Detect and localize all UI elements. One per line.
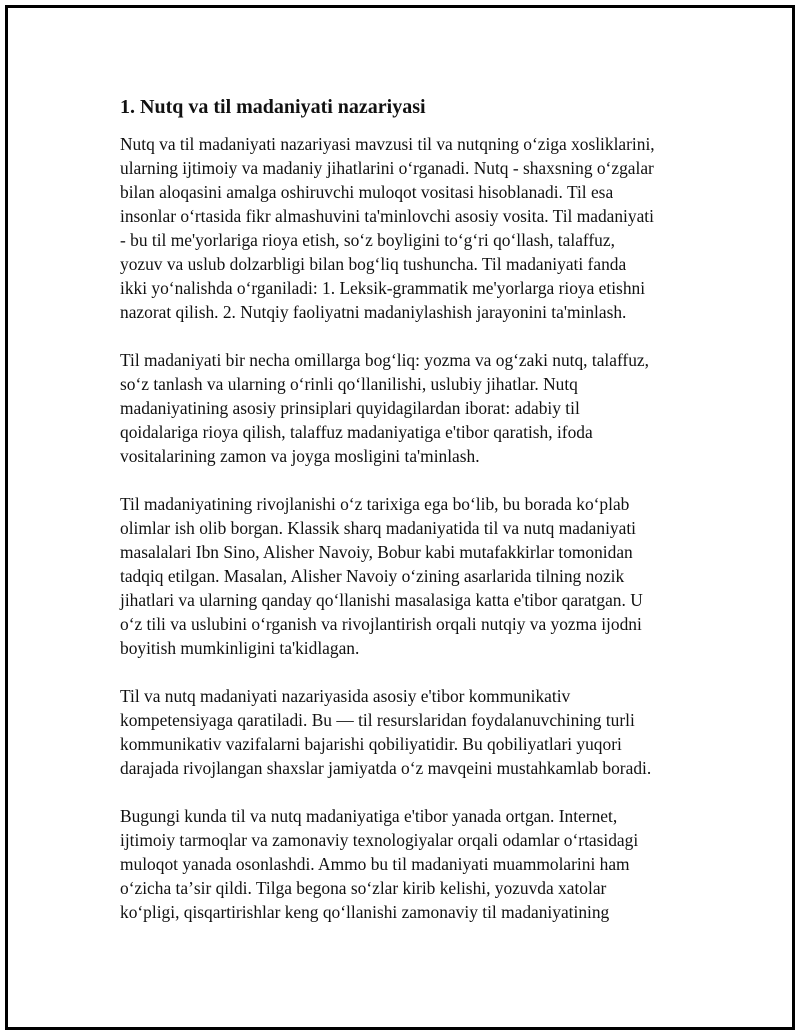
text-line: darajada rivojlangan shaxslar jamiyatda oʻz mavqeini mustahkamlab boradi. [120, 758, 652, 778]
section-heading: 1. Nutq va til madaniyati nazariyasi [120, 96, 426, 118]
text-line: ularning ijtimoiy va madaniy jihatlarini oʻrganadi. Nutq - shaxsning oʻzgalar [120, 158, 654, 178]
text-line: madaniyatining asosiy prinsiplari quyidagilardan iborat: adabiy til [120, 398, 580, 418]
text-line: boyitish mumkinligini ta'kidlagan. [120, 638, 360, 658]
paragraph-2 [120, 348, 690, 468]
text-line: Til madaniyatining rivojlanishi oʻz tarixiga ega boʻlib, bu borada koʻplab [120, 494, 630, 514]
text-line: insonlar oʻrtasida fikr almashuvini ta'minlovchi asosiy vosita. Til madaniyati [120, 206, 654, 226]
text-line: kommunikativ vazifalarni bajarishi qobiliyatidir. Bu qobiliyatlari yuqori [120, 734, 622, 754]
document-page [5, 5, 795, 1030]
text-line: vositalarining zamon va joyga mosligini ta'minlash. [120, 446, 480, 466]
text-line: oʻzicha taʼsir qildi. Tilga begona soʻzlar kirib kelishi, yozuvda xatolar [120, 878, 607, 898]
text-line: ijtimoiy tarmoqlar va zamonaviy texnologiyalar orqali odamlar oʻrtasidagi [120, 830, 639, 850]
text-line: bilan aloqasini amalga oshiruvchi muloqot vositasi hisoblanadi. Til esa [120, 182, 614, 202]
text-line: ikki yoʻnalishda oʻrganiladi: 1. Leksik-grammatik me'yorlarga rioya etishni [120, 278, 646, 298]
text-line: muloqot yanada osonlashdi. Ammo bu til madaniyati muammolarini ham [120, 854, 630, 874]
text-line: tadqiq etilgan. Masalan, Alisher Navoiy oʻzining asarlarida tilning nozik [120, 566, 625, 586]
text-line: jihatlari va ularning qanday qoʻllanishi masalasiga katta e'tibor qaratgan. U [120, 590, 643, 610]
paragraph-1 [120, 132, 690, 324]
text-line: nazorat qilish. 2. Nutqiy faoliyatni madaniylashish jarayonini ta'minlash. [120, 302, 627, 322]
text-line: - bu til me'yorlariga rioya etish, soʻz boyligini toʻgʻri qoʻllash, talaffuz, [120, 230, 615, 250]
paragraph-3 [120, 492, 690, 660]
text-line: olimlar ish olib borgan. Klassik sharq madaniyatida til va nutq madaniyati [120, 518, 636, 538]
document-body [120, 95, 690, 948]
text-line: qoidalariga rioya qilish, talaffuz madaniyatiga e'tibor qaratish, ifoda [120, 422, 593, 442]
text-line: yozuv va uslub dolzarbligi bilan bogʻliq tushuncha. Til madaniyati fanda [120, 254, 627, 274]
text-line: Nutq va til madaniyati nazariyasi mavzusi til va nutqning oʻziga xosliklarini, [120, 134, 655, 154]
text-line: Til madaniyati bir necha omillarga bogʻliq: yozma va ogʻzaki nutq, talaffuz, [120, 350, 649, 370]
text-line: koʻpligi, qisqartirishlar keng qoʻllanishi zamonaviy til madaniyatining [120, 902, 610, 922]
text-line: kompetensiyaga qaratiladi. Bu — til resurslaridan foydalanuvchining turli [120, 710, 635, 730]
paragraph-4 [120, 684, 690, 780]
text-line: masalalari Ibn Sino, Alisher Navoiy, Bobur kabi mutafakkirlar tomonidan [120, 542, 633, 562]
text-line: Til va nutq madaniyati nazariyasida asosiy e'tibor kommunikativ [120, 686, 571, 706]
text-line: Bugungi kunda til va nutq madaniyatiga e'tibor yanada ortgan. Internet, [120, 806, 618, 826]
paragraph-5 [120, 804, 690, 924]
text-line: soʻz tanlash va ularning oʻrinli qoʻllanilishi, uslubiy jihatlar. Nutq [120, 374, 578, 394]
text-line: oʻz tili va uslubini oʻrganish va rivojlantirish orqali nutqiy va yozma ijodni [120, 614, 642, 634]
